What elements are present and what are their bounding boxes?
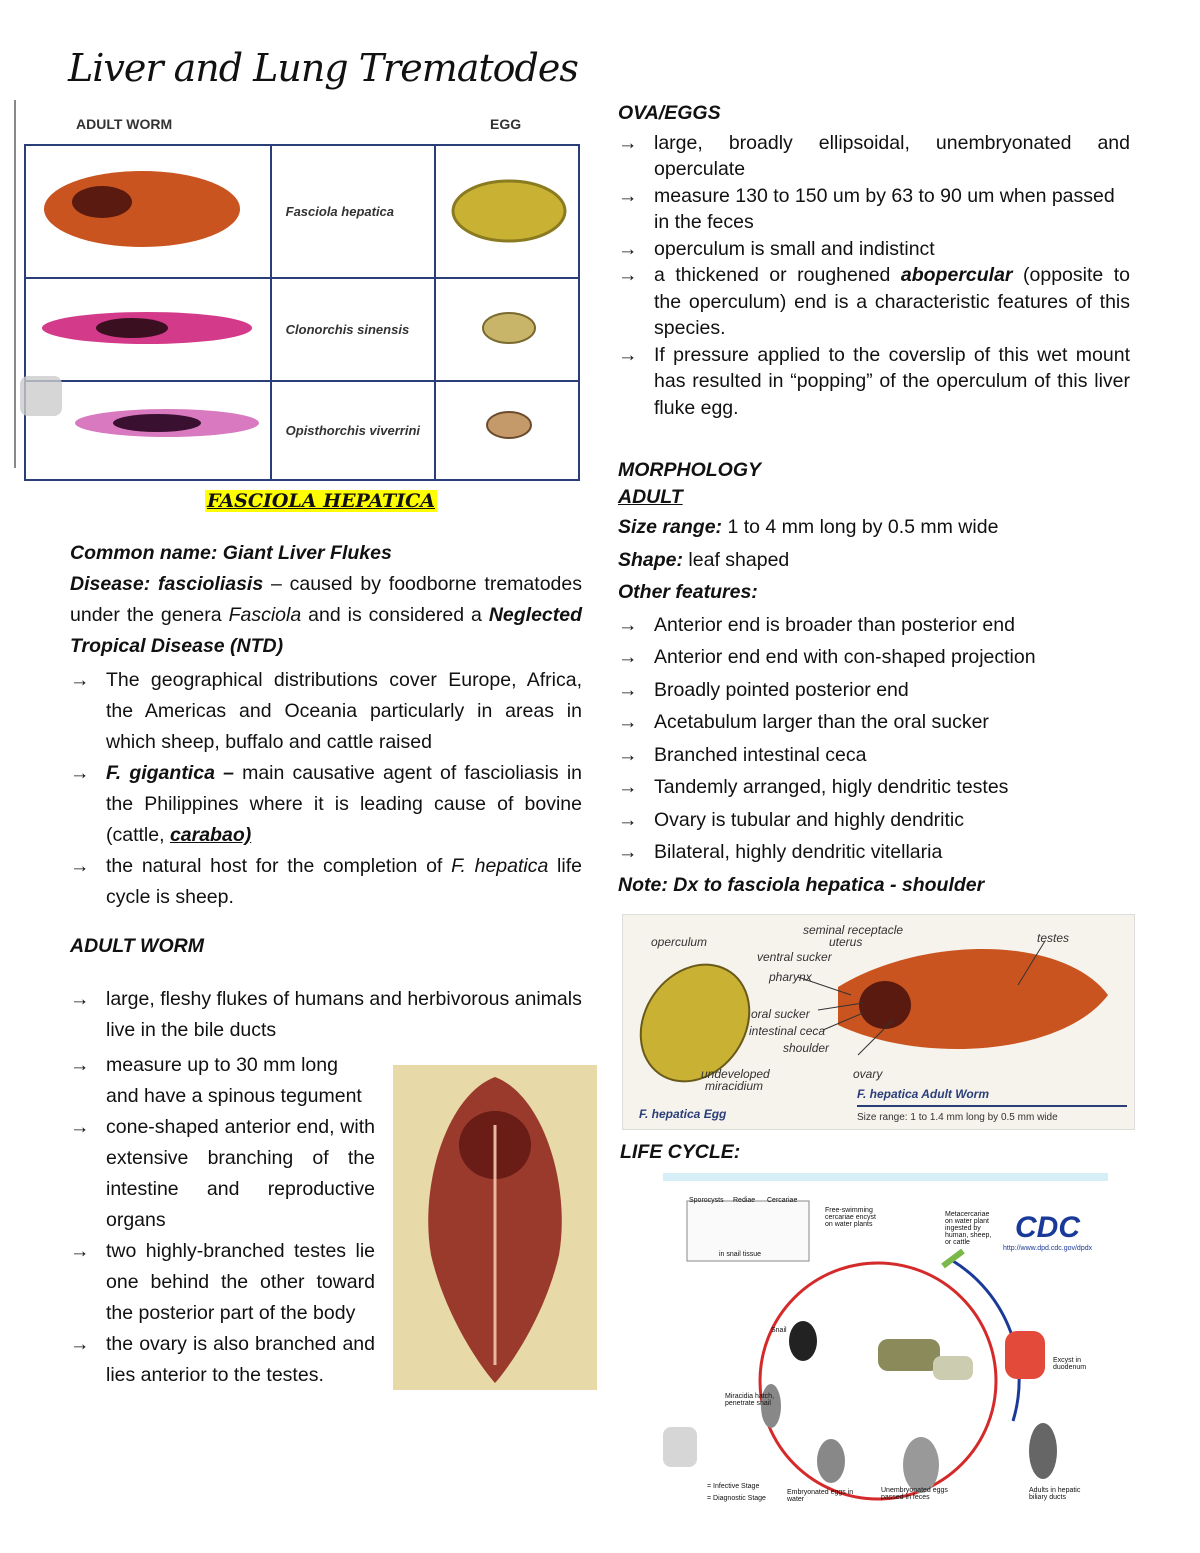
- label-seminal-receptacle: seminal receptacle: [803, 923, 904, 937]
- list-item: → Branched intestinal ceca: [618, 739, 1130, 772]
- label-2: Embryonated eggs in water: [787, 1489, 854, 1503]
- flukes-table-figure: [14, 100, 584, 468]
- arrow-icon: →: [618, 743, 638, 766]
- arrow-icon: →: [70, 1054, 90, 1076]
- arrow-icon: →: [70, 762, 90, 784]
- arrow-icon: →: [618, 776, 638, 798]
- fasciola-heading: FASCIOLA HEPATICA: [207, 490, 436, 512]
- table-header-egg: EGG: [490, 116, 522, 132]
- label-ventral-sucker: ventral sucker: [757, 950, 832, 964]
- list-item: → a thickened or roughened abopercular (opposite to the operculum) end is a characteristic features of this species.: [618, 264, 1130, 339]
- label-1: Unembryonated eggs passed in feces: [881, 1487, 948, 1501]
- label-4a: Sporocysts: [689, 1197, 724, 1204]
- adult-worm-cell: [25, 145, 271, 278]
- arrow-icon: →: [70, 1116, 90, 1138]
- list-item: → Broadly pointed posterior end: [618, 674, 1130, 707]
- list-item: → operculum is small and indistinct: [618, 236, 1130, 263]
- ova-heading: OVA/EGGS: [618, 102, 721, 124]
- legend-diagnostic: = Diagnostic Stage: [707, 1495, 766, 1502]
- page-title: Liver and Lung Trematodes: [68, 46, 578, 90]
- species-name: Clonorchis sinensis: [285, 321, 410, 337]
- list-item: → two highly-branched testes lie one behind the other toward the posterior part of the body: [70, 1236, 375, 1329]
- arrow-icon: →: [70, 669, 90, 691]
- adult-worm-heading: ADULT WORM: [70, 935, 204, 957]
- egg-cell: [435, 145, 579, 278]
- species-name: Opisthorchis viverrini: [285, 422, 421, 438]
- legend-infective: = Infective Stage: [707, 1483, 760, 1490]
- arrow-icon: →: [618, 646, 638, 668]
- opisthorchis-worm-image: [27, 383, 267, 473]
- morphology-heading: MORPHOLOGY: [618, 459, 762, 481]
- list-item: → Tandemly arranged, higly dendritic testes: [618, 771, 1130, 804]
- arrow-icon: →: [618, 343, 638, 366]
- list-item: → large, broadly ellipsoidal, unembryonated and operculate: [618, 131, 1130, 180]
- list-item: → If pressure applied to the coverslip of this wet mount has resulted in “popping” of the operculum of this liver fluke egg.: [618, 343, 1130, 419]
- list-item: → measure up to 30 mm long and have a spinous tegument: [70, 1050, 375, 1112]
- list-item: → The geographical distributions cover Europe, Africa, the Americas and Oceania particularly in areas in which sheep, buffalo and cattle raised: [70, 665, 582, 758]
- list-item: → large, fleshy flukes of humans and herbivorous animals live in the bile ducts: [70, 984, 582, 1046]
- overlay-button[interactable]: [20, 376, 62, 416]
- shape: Shape: leaf shaped: [618, 548, 790, 571]
- other-features: Other features:: [618, 581, 758, 603]
- list-item: → Bilateral, highly dendritic vitellaria: [618, 836, 1130, 869]
- label-pharynx: pharynx: [769, 970, 812, 984]
- list-item: → Anterior end is broader than posterior end: [618, 609, 1130, 642]
- arrow-icon: →: [70, 1333, 90, 1355]
- label-intestinal-ceca: intestinal ceca: [749, 1024, 826, 1038]
- species-name: Fasciola hepatica: [285, 203, 395, 219]
- list-item: → Acetabulum larger than the oral sucker: [618, 706, 1130, 739]
- list-item: → cone-shaped anterior end, with extensive branching of the intestine and reproductive organs: [70, 1112, 375, 1236]
- arrow-icon: →: [618, 613, 638, 636]
- arrow-icon: →: [70, 1240, 90, 1262]
- list-item: → the natural host for the completion of F. hepatica life cycle is sheep.: [70, 851, 582, 913]
- lifecycle-figure: [663, 1173, 1108, 1516]
- adult-worm-photo: [393, 1065, 597, 1390]
- label-undeveloped: undeveloped: [701, 1067, 770, 1081]
- label-6: Metacercariae on water plant ingested by human, sheep, or cattle: [945, 1211, 992, 1246]
- label-4b: Rediae: [733, 1197, 756, 1204]
- label-uterus: uterus: [829, 935, 863, 949]
- label-4c: Cercariae: [767, 1197, 798, 1204]
- list-item: → measure 130 to 150 um by 63 to 90 um when passed in the feces: [618, 184, 1115, 233]
- list-item: → Anterior end end with con-shaped projection: [618, 641, 1130, 674]
- common-name: Common name: Giant Liver Flukes: [70, 542, 392, 564]
- arrow-icon: →: [618, 237, 638, 260]
- label-5: Free-swimming cercariae encyst on water plants: [825, 1207, 876, 1228]
- arrow-icon: →: [70, 988, 90, 1010]
- species-cell: [271, 145, 435, 278]
- label-4: Snail: [771, 1327, 787, 1334]
- clonorchis-worm-image: [27, 280, 267, 374]
- cdc-logo: CDC: [1015, 1211, 1080, 1244]
- list-item: → Ovary is tubular and highly dendritic: [618, 804, 1130, 837]
- disease-paragraph: Disease: fascioliasis – caused by foodborne trematodes under the genera Fasciola and is considered a Neglected Tropical Disease (NTD): [70, 573, 583, 657]
- arrow-icon: →: [618, 264, 638, 286]
- lifecycle-heading: LIFE CYCLE:: [620, 1141, 741, 1163]
- adult-subheading: ADULT: [618, 486, 683, 508]
- egg-cell: [435, 381, 579, 480]
- diagnosis-note: Note: Dx to fasciola hepatica - shoulder: [618, 873, 985, 896]
- label-ovary: ovary: [853, 1067, 883, 1081]
- label-miracidium: miracidium: [705, 1079, 764, 1093]
- table-header-adult: ADULT WORM: [76, 116, 173, 132]
- clonorchis-egg-image: [437, 280, 577, 374]
- cdc-url: http://www.dpd.cdc.gov/dpdx: [1003, 1245, 1093, 1252]
- egg-cell: [435, 278, 579, 381]
- label-snail-tissue: in snail tissue: [719, 1251, 762, 1258]
- adult-worm-cell: [25, 278, 271, 381]
- size-range: Size range: 1 to 4 mm long by 0.5 mm wide: [618, 516, 999, 538]
- arrow-icon: →: [618, 131, 638, 154]
- overlay-button[interactable]: [663, 1427, 697, 1467]
- arrow-icon: →: [70, 855, 90, 877]
- arrow-icon: →: [618, 711, 638, 733]
- list-item: → the ovary is also branched and lies anterior to the testes.: [70, 1329, 375, 1391]
- species-cell: [271, 278, 435, 381]
- label-oral-sucker: oral sucker: [751, 1007, 810, 1021]
- label-testes: testes: [1037, 931, 1070, 945]
- arrow-icon: →: [618, 841, 638, 863]
- label-shoulder: shoulder: [783, 1041, 830, 1055]
- fasciola-egg-image: [437, 147, 577, 271]
- arrow-icon: →: [618, 808, 638, 831]
- arrow-icon: →: [618, 678, 638, 701]
- label-3: Miracidia hatch, penetrate snail: [725, 1393, 775, 1407]
- label-operculum: operculum: [651, 935, 708, 949]
- opisthorchis-egg-image: [437, 383, 577, 473]
- fasciola-worm-image: [27, 147, 267, 271]
- arrow-icon: →: [618, 184, 638, 207]
- species-cell: [271, 381, 435, 480]
- adult-caption: F. hepatica Adult Worm: [857, 1087, 990, 1101]
- size-caption: Size range: 1 to 1.4 mm long by 0.5 mm wide: [857, 1112, 1058, 1123]
- egg-caption: F. hepatica Egg: [639, 1107, 727, 1121]
- label-8: Adults in hepatic biliary ducts: [1029, 1487, 1081, 1501]
- list-item: → F. gigantica – main causative agent of fascioliasis in the Philippines where it is leading cause of bovine (cattle, carabao): [70, 758, 582, 851]
- label-7: Excyst in duodenum: [1053, 1357, 1087, 1371]
- labeled-fasciola-figure: [622, 914, 1135, 1130]
